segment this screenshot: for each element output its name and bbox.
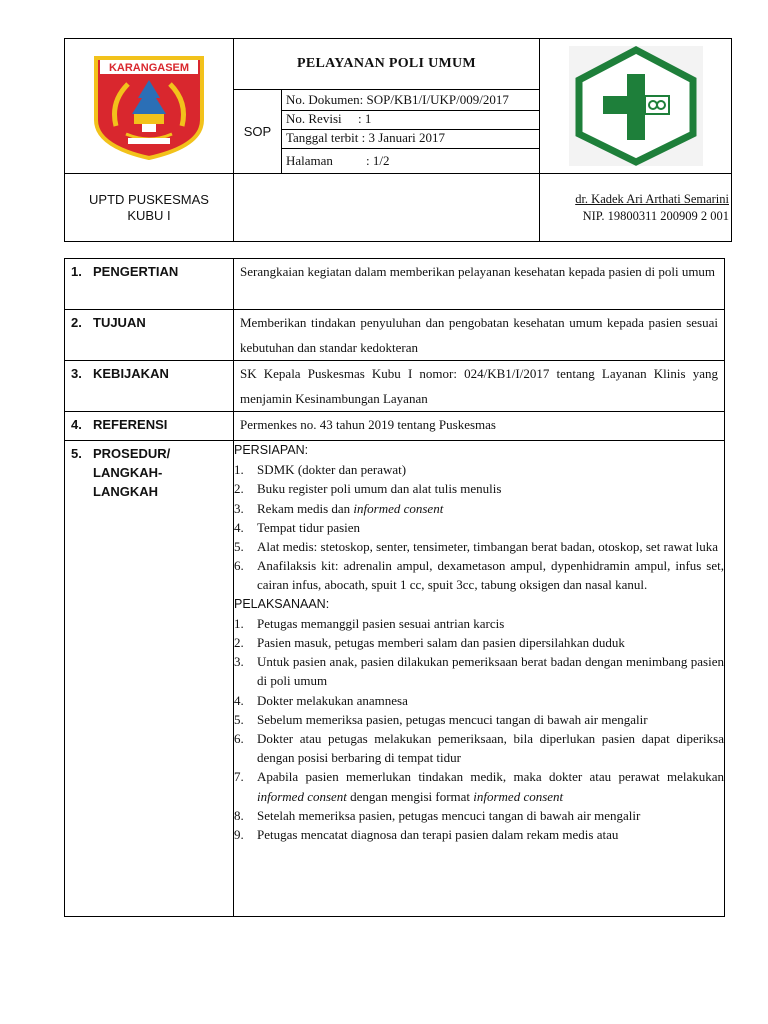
- list-item-text: Rekam medis dan informed consent: [257, 500, 444, 516]
- list-item-text: Apabila pasien memerlukan tindakan medik, maka dokter atau perawat melakukan informed consent dengan mengisi format informed consent: [257, 769, 724, 804]
- section-heading: 1. PENGERTIAN: [65, 259, 234, 310]
- list-item-text: Petugas memanggil pasien sesuai antrian karcis: [257, 615, 505, 631]
- list-item: [234, 556, 724, 594]
- list-item: [234, 460, 724, 479]
- list-item-number: 5.: [234, 711, 244, 727]
- section-row: [65, 441, 725, 917]
- meta-page: Halaman : 1/2: [286, 153, 390, 168]
- section-heading: 5. PROSEDUR/ LANGKAH- LANGKAH: [65, 441, 234, 917]
- list-item-number: 2.: [234, 481, 244, 497]
- sop-content-table: [64, 258, 725, 917]
- signer-nip: NIP. 19800311 200909 2 001: [582, 209, 729, 223]
- list-item-text: Setelah memeriksa pasien, petugas mencuci tangan di bawah air mengalir: [257, 807, 641, 823]
- list-item-number: 6.: [234, 731, 244, 747]
- exec-title: PELAKSANAAN:: [234, 596, 330, 611]
- section-content: Permenkes no. 43 tahun 2019 tentang Puskesmas: [234, 412, 725, 441]
- list-item-text: Anafilaksis kit: adrenalin ampul, dexametason ampul, dypenhidramin ampul, infus set, cairan infus, abocath, spuit 1 cc, spuit 3cc, tabung oksigen dan nasal kanul.: [257, 558, 724, 593]
- svg-text:KARANGASEM: KARANGASEM: [108, 62, 190, 74]
- list-item-number: 3.: [234, 500, 244, 516]
- procedure-content: [234, 441, 725, 917]
- section-heading: 3. KEBIJAKAN: [65, 361, 234, 412]
- list-item: [234, 652, 724, 690]
- list-item: [234, 614, 724, 633]
- italic-term: informed consent: [473, 788, 564, 804]
- list-item-text: Pasien masuk, petugas memberi salam dan pasien dipersilahkan duduk: [257, 635, 625, 651]
- section-row: [65, 412, 725, 441]
- list-item-text: Dokter melakukan anamnesa: [257, 692, 408, 708]
- sop-label: SOP: [243, 124, 272, 139]
- section-row: [65, 310, 725, 361]
- list-item: [234, 537, 724, 556]
- list-item-number: 8.: [234, 807, 244, 823]
- signature-block: [540, 174, 732, 242]
- section-content: SK Kepala Puskesmas Kubu I nomor: 024/KB1/I/2017 tentang Layanan Klinis yang menjamin Kesinambungan Layanan: [234, 361, 725, 412]
- list-item-number: 2.: [234, 635, 244, 651]
- list-item-text: SDMK (dokter dan perawat): [257, 462, 407, 478]
- list-item-number: 1.: [234, 462, 244, 478]
- list-item-text: Untuk pasien anak, pasien dilakukan pemeriksaan berat badan dengan menimbang pasien di poli umum: [257, 654, 724, 689]
- section-content: Memberikan tindakan penyuluhan dan pengobatan kesehatan umum kepada pasien sesuai kebutuhan dan standar kedokteran: [234, 310, 725, 361]
- karangasem-crest-icon: [90, 50, 208, 162]
- list-item: [234, 691, 724, 710]
- list-item: [234, 767, 724, 805]
- list-item-text: Sebelum memeriksa pasien, petugas mencuci tangan di bawah air mengalir: [257, 711, 648, 727]
- sop-header-table: [64, 38, 732, 242]
- list-item-number: 5.: [234, 539, 244, 555]
- list-item-number: 4.: [234, 692, 244, 708]
- puskesmas-logo-icon: [569, 46, 703, 166]
- exec-list: [234, 614, 724, 844]
- text-span: dengan mengisi format: [346, 788, 474, 804]
- prep-list: [234, 460, 724, 594]
- meta-revision: No. Revisi : 1: [286, 111, 372, 126]
- document-title: PELAYANAN POLI UMUM: [297, 56, 476, 71]
- list-item-number: 3.: [234, 654, 244, 670]
- section-row: [65, 259, 725, 310]
- list-item-number: 9.: [234, 827, 244, 843]
- italic-term: informed consent: [257, 788, 347, 804]
- section-heading: 2. TUJUAN: [65, 310, 234, 361]
- list-item: [234, 633, 724, 652]
- meta-issue-date: Tanggal terbit : 3 Januari 2017: [286, 130, 446, 145]
- italic-term: informed consent: [353, 500, 444, 516]
- karangasem-crest-logo: [65, 39, 233, 173]
- list-item-text: Buku register poli umum dan alat tulis menulis: [257, 481, 502, 497]
- document-meta: [282, 90, 539, 173]
- list-item-text: Petugas mencatat diagnosa dan terapi pasien dalam rekam medis atau: [257, 827, 619, 843]
- list-item: [234, 479, 724, 498]
- list-item-number: 7.: [234, 769, 244, 785]
- signer-name: dr. Kadek Ari Arthati Semarini: [575, 192, 729, 206]
- prep-title: PERSIAPAN:: [234, 443, 309, 457]
- list-item: [234, 710, 724, 729]
- list-item-number: 6.: [234, 558, 244, 574]
- list-item: [234, 499, 724, 518]
- list-item: [234, 825, 724, 844]
- meta-doc-number: No. Dokumen: SOP/KB1/I/UKP/009/2017: [286, 92, 509, 107]
- section-heading: 4. REFERENSI: [65, 412, 234, 441]
- list-item: [234, 518, 724, 537]
- unit-name: UPTD PUSKESMAS KUBU I: [89, 192, 209, 223]
- list-item-number: 4.: [234, 519, 244, 535]
- list-item-text: Dokter atau petugas melakukan pemeriksaan, bila diperlukan pasien dapat diperiksa dengan posisi berbaring di tempat tidur: [257, 731, 724, 766]
- list-item-number: 1.: [234, 615, 244, 631]
- list-item-text: Tempat tidur pasien: [257, 519, 361, 535]
- puskesmas-logo: [540, 39, 732, 173]
- list-item: [234, 729, 724, 767]
- section-row: [65, 361, 725, 412]
- list-item-text: Alat medis: stetoskop, senter, tensimeter, timbangan berat badan, otoskop, set rawat luka: [257, 539, 719, 555]
- list-item: [234, 806, 724, 825]
- divider: [282, 148, 539, 149]
- section-content: Serangkaian kegiatan dalam memberikan pelayanan kesehatan kepada pasien di poli umum: [234, 259, 725, 310]
